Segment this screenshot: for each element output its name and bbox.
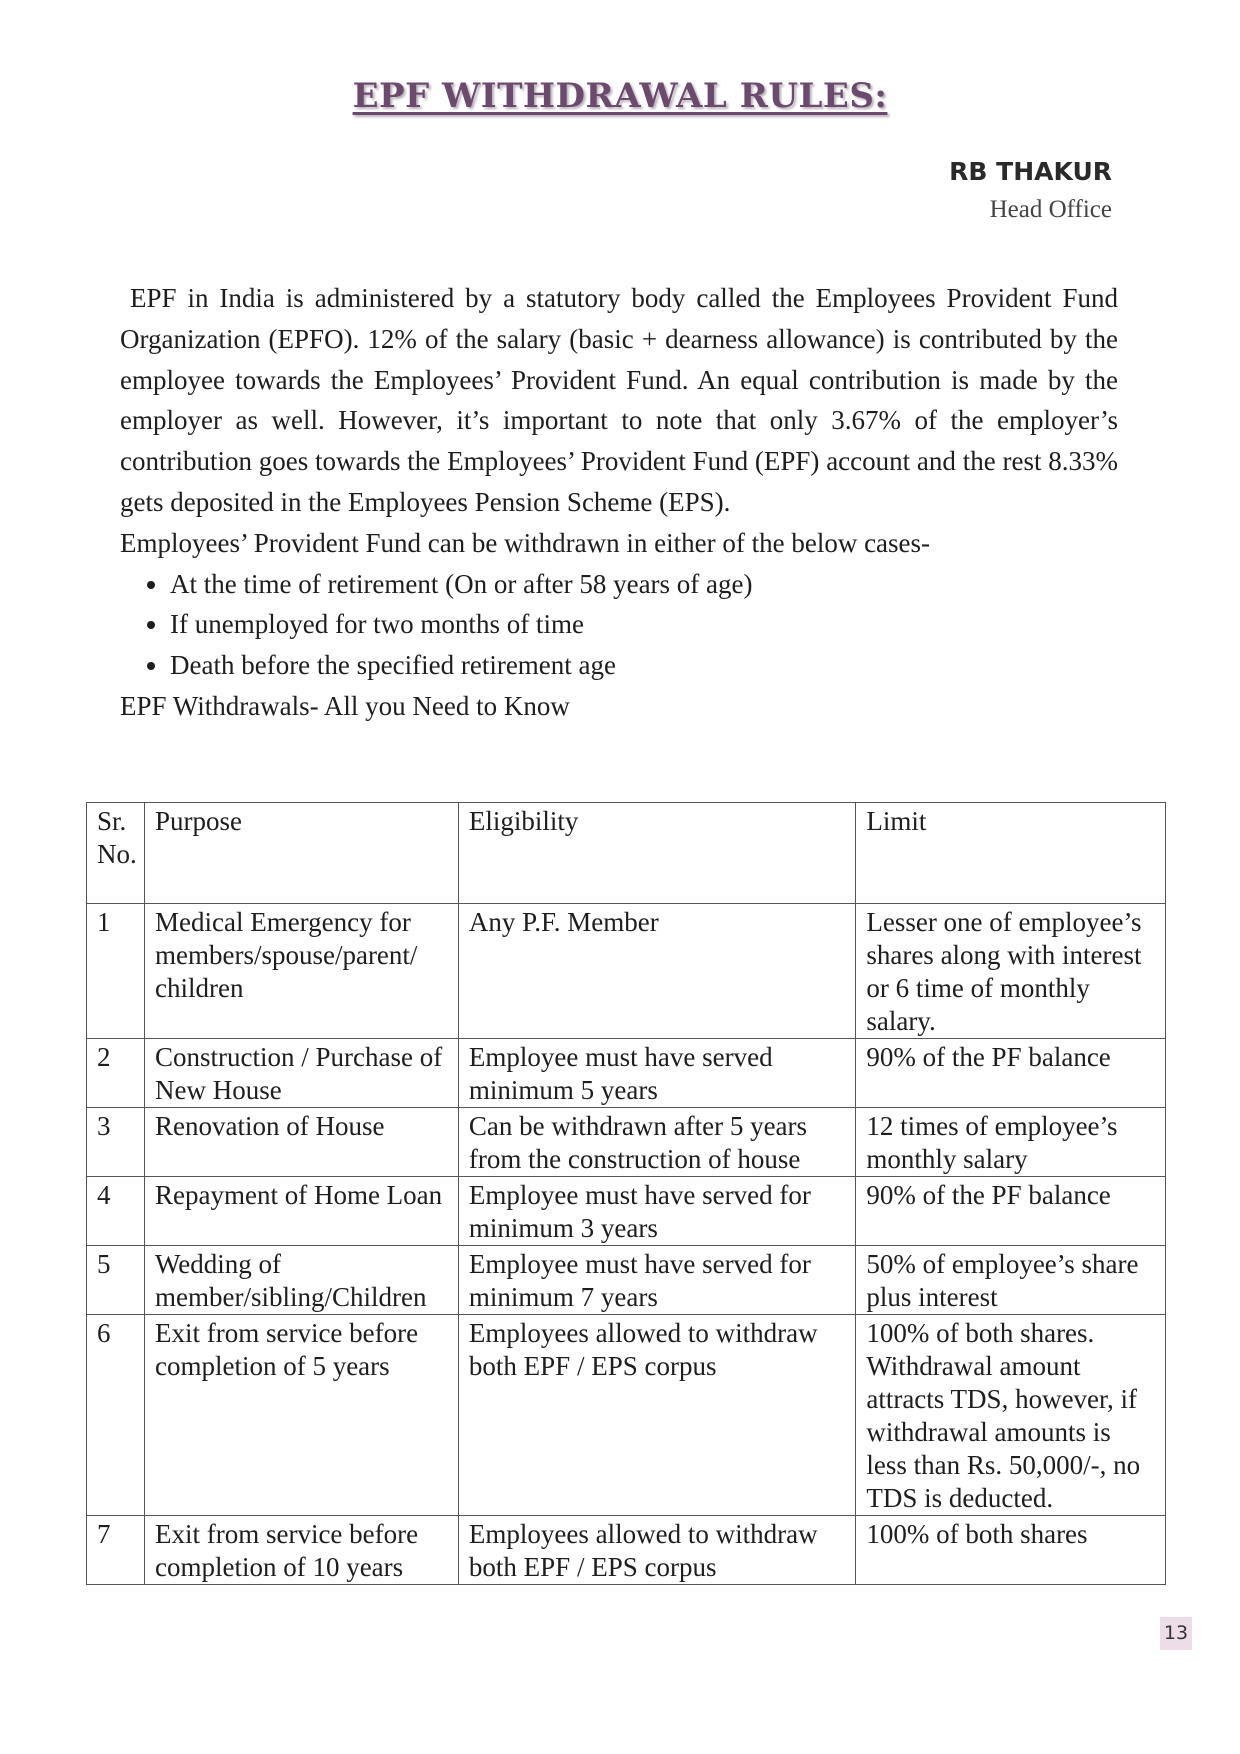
table-row	[87, 1516, 1166, 1585]
withdrawal-rules-table	[86, 802, 1166, 1585]
cell-eligibility: Employee must have served minimum 5 years	[458, 1039, 855, 1108]
list-item: • Death before the specified retirement age	[170, 645, 1118, 686]
author-office: Head Office	[989, 196, 1112, 223]
cell-sr-no: 2	[87, 1039, 145, 1108]
cell-limit: 100% of both shares	[856, 1516, 1166, 1585]
table-row	[87, 1108, 1166, 1177]
table-row	[87, 904, 1166, 1039]
cell-limit: Lesser one of employee’s shares along with interest or 6 time of monthly salary.	[856, 904, 1166, 1039]
cell-purpose: Wedding of member/sibling/Children	[144, 1246, 458, 1315]
cell-purpose: Exit from service before completion of 5 years	[144, 1315, 458, 1516]
cell-purpose: Renovation of House	[144, 1108, 458, 1177]
cell-eligibility: Any P.F. Member	[458, 904, 855, 1039]
cell-purpose: Construction / Purchase of New House	[144, 1039, 458, 1108]
page-title: EPF WITHDRAWAL RULES:	[352, 76, 888, 116]
header-sr-no: Sr. No.	[87, 803, 145, 904]
cell-purpose: Exit from service before completion of 10 years	[144, 1516, 458, 1585]
cell-purpose: Medical Emergency for members/spouse/parent/ children	[144, 904, 458, 1039]
header-limit: Limit	[856, 803, 1166, 904]
cell-sr-no: 6	[87, 1315, 145, 1516]
cell-sr-no: 4	[87, 1177, 145, 1246]
cell-limit: 90% of the PF balance	[856, 1039, 1166, 1108]
cell-sr-no: 3	[87, 1108, 145, 1177]
author-name: RB THAKUR	[949, 157, 1112, 186]
cell-limit: 100% of both shares. Withdrawal amount attracts TDS, however, if withdrawal amounts is less than Rs. 50,000/-, no TDS is deducted.	[856, 1315, 1166, 1516]
cell-limit: 50% of employee’s share plus interest	[856, 1246, 1166, 1315]
cases-intro: Employees’ Provident Fund can be withdrawn in either of the below cases-	[120, 527, 931, 558]
cell-eligibility: Employee must have served for minimum 7 years	[458, 1246, 855, 1315]
list-item: • If unemployed for two months of time	[170, 604, 1118, 645]
table-intro: EPF Withdrawals- All you Need to Know	[120, 690, 570, 721]
table-row	[87, 1315, 1166, 1516]
table-row	[87, 1039, 1166, 1108]
cell-limit: 90% of the PF balance	[856, 1177, 1166, 1246]
page-number-badge: 13	[1160, 1617, 1192, 1650]
body-content	[120, 278, 1118, 727]
table-row	[87, 1177, 1166, 1246]
list-item: • At the time of retirement (On or after 58 years of age)	[170, 564, 1118, 605]
header-eligibility: Eligibility	[458, 803, 855, 904]
table-header-row	[87, 803, 1166, 904]
header-purpose: Purpose	[144, 803, 458, 904]
cell-limit: 12 times of employee’s monthly salary	[856, 1108, 1166, 1177]
cell-purpose: Repayment of Home Loan	[144, 1177, 458, 1246]
cases-list	[120, 564, 1118, 686]
cell-sr-no: 1	[87, 904, 145, 1039]
cell-sr-no: 5	[87, 1246, 145, 1315]
cell-eligibility: Employee must have served for minimum 3 years	[458, 1177, 855, 1246]
cell-sr-no: 7	[87, 1516, 145, 1585]
cell-eligibility: Can be withdrawn after 5 years from the construction of house	[458, 1108, 855, 1177]
table-row	[87, 1246, 1166, 1315]
cell-eligibility: Employees allowed to withdraw both EPF / EPS corpus	[458, 1315, 855, 1516]
cell-eligibility: Employees allowed to withdraw both EPF / EPS corpus	[458, 1516, 855, 1585]
intro-paragraph: EPF in India is administered by a statutory body called the Employees Provident Fund Organization (EPFO). 12% of the salary (basic + dearness allowance) is contributed by the employee towards the Employees’ Provident Fund. An equal contribution is made by the employer as well. However, it’s important to note that only 3.67% of the employer’s contribution goes towards the Employees’ Provident Fund (EPF) account and the rest 8.33% gets deposited in the Employees Pension Scheme (EPS).	[120, 283, 1118, 517]
